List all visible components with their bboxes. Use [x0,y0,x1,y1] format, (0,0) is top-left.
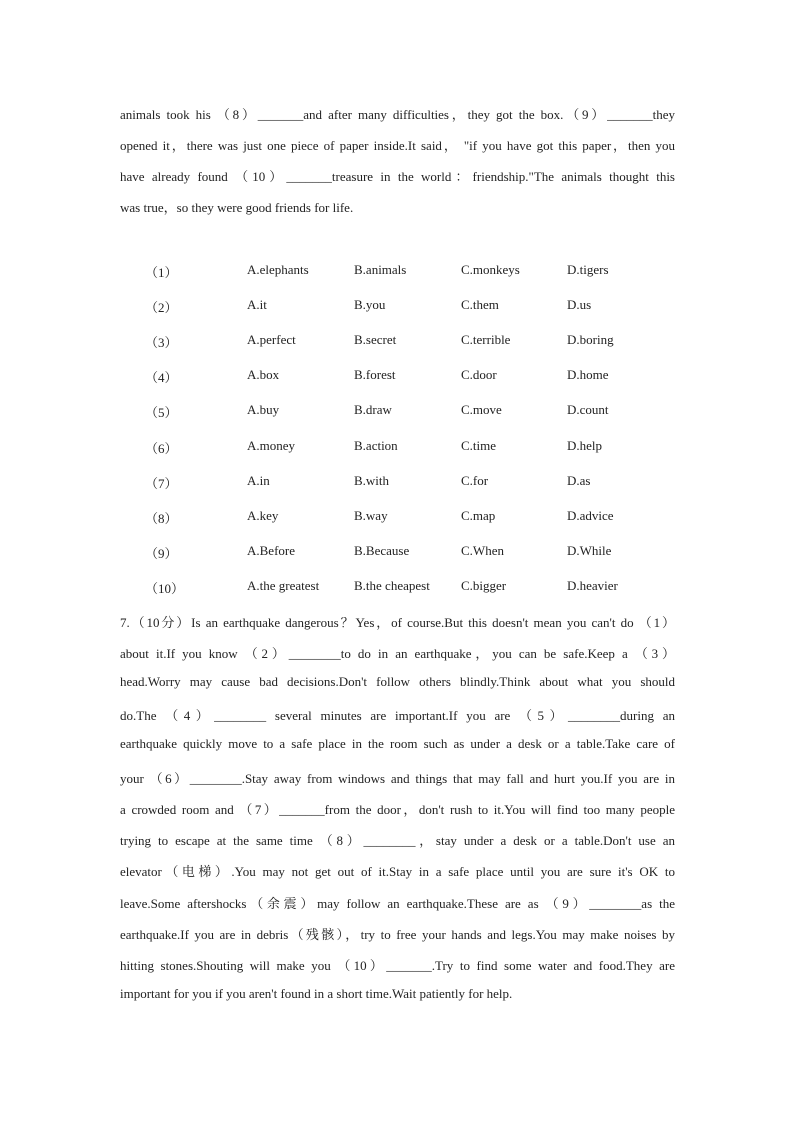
passage-line: animals took his （8）_______and after many difficulties，they got the box.（9）_______they [120,107,675,122]
option-d[interactable]: D.heavier [567,578,618,593]
question-number: （9） [145,546,178,561]
passage-line: earthquake.If you are in debris（残骸），try to free your hands and legs.You may make noises by [120,927,675,942]
option-a[interactable]: A.perfect [247,332,296,347]
option-b[interactable]: B.draw [354,402,392,417]
passage-line: was true，so they were good friends for life. [120,200,354,215]
option-c[interactable]: C.When [461,543,504,558]
passage-line: important for you if you aren't found in a short time.Wait patiently for help. [120,986,513,1001]
option-d[interactable]: D.boring [567,332,614,347]
option-a[interactable]: A.box [247,367,280,382]
option-d[interactable]: D.us [567,297,592,312]
passage-line: leave.Some aftershocks（余震）may follow an earthquake.These are as （9）________as the [120,896,675,911]
passage-line: opened it，there was just one piece of paper inside.It said， "if you have got this paper，then you [120,138,675,153]
passage-line: hitting stones.Shouting will make you （10）_______.Try to find some water and food.They are [120,958,675,973]
option-a[interactable]: A.in [247,473,270,488]
passage-line: do.The （4）________ several minutes are important.If you are （5）________during an [120,708,675,723]
option-c[interactable]: C.time [461,438,497,453]
option-c[interactable]: C.them [461,297,499,312]
option-c[interactable]: C.bigger [461,578,507,593]
option-b[interactable]: B.the cheapest [354,578,430,593]
passage-line: trying to escape at the same time （8）________，stay under a desk or a table.Don't use an [120,833,675,848]
option-d[interactable]: D.count [567,402,609,417]
option-b[interactable]: B.action [354,438,398,453]
option-d[interactable]: D.tigers [567,262,609,277]
option-a[interactable]: A.Before [247,543,296,558]
passage-line: head.Worry may cause bad decisions.Don't follow others blindly.Think about what you should [120,674,675,689]
option-c[interactable]: C.monkeys [461,262,520,277]
option-b[interactable]: B.way [354,508,388,523]
question-number: （2） [145,300,178,315]
question-number: （7） [145,476,178,491]
option-d[interactable]: D.advice [567,508,614,523]
option-a[interactable]: A.the greatest [247,578,320,593]
passage-line: elevator（电梯）.You may not get out of it.Stay in a safe place until you are sure it's OK to [120,864,675,879]
question-number: （4） [145,370,178,385]
passage-line: about it.If you know （2）________to do in an earthquake，you can be safe.Keep a （3） [120,646,675,661]
option-b[interactable]: B.secret [354,332,397,347]
option-c[interactable]: C.for [461,473,489,488]
option-a[interactable]: A.money [247,438,296,453]
question-number: （1） [145,265,178,280]
option-d[interactable]: D.help [567,438,603,453]
option-b[interactable]: B.forest [354,367,396,382]
passage-line: earthquake quickly move to a safe place in the room such as under a desk or a table.Take care of [120,736,675,751]
option-c[interactable]: C.move [461,402,502,417]
option-a[interactable]: A.it [247,297,267,312]
option-d[interactable]: D.as [567,473,591,488]
option-a[interactable]: A.key [247,508,279,523]
option-c[interactable]: C.terrible [461,332,511,347]
option-d[interactable]: D.While [567,543,612,558]
passage-line: have already found （10）_______treasure in the world：friendship."The animals thought this [120,169,675,184]
passage-line: 7.（10分）Is an earthquake dangerous？Yes，of course.But this doesn't mean you can't do （1） [120,615,675,630]
option-a[interactable]: A.elephants [247,262,309,277]
option-b[interactable]: B.animals [354,262,407,277]
question-number: （8） [145,511,178,526]
option-c[interactable]: C.door [461,367,497,382]
option-b[interactable]: B.you [354,297,386,312]
passage-line: your （6）________.Stay away from windows and things that may fall and hurt you.If you are in [120,771,675,786]
option-b[interactable]: B.Because [354,543,410,558]
question-number: （3） [145,335,178,350]
option-b[interactable]: B.with [354,473,390,488]
passage-line: a crowded room and （7）_______from the door，don't rush to it.You will find too many people [120,802,675,817]
option-c[interactable]: C.map [461,508,496,523]
question-number: （5） [145,405,178,420]
option-d[interactable]: D.home [567,367,609,382]
question-number: （6） [145,441,178,456]
option-a[interactable]: A.buy [247,402,280,417]
question-number: （10） [145,581,185,596]
